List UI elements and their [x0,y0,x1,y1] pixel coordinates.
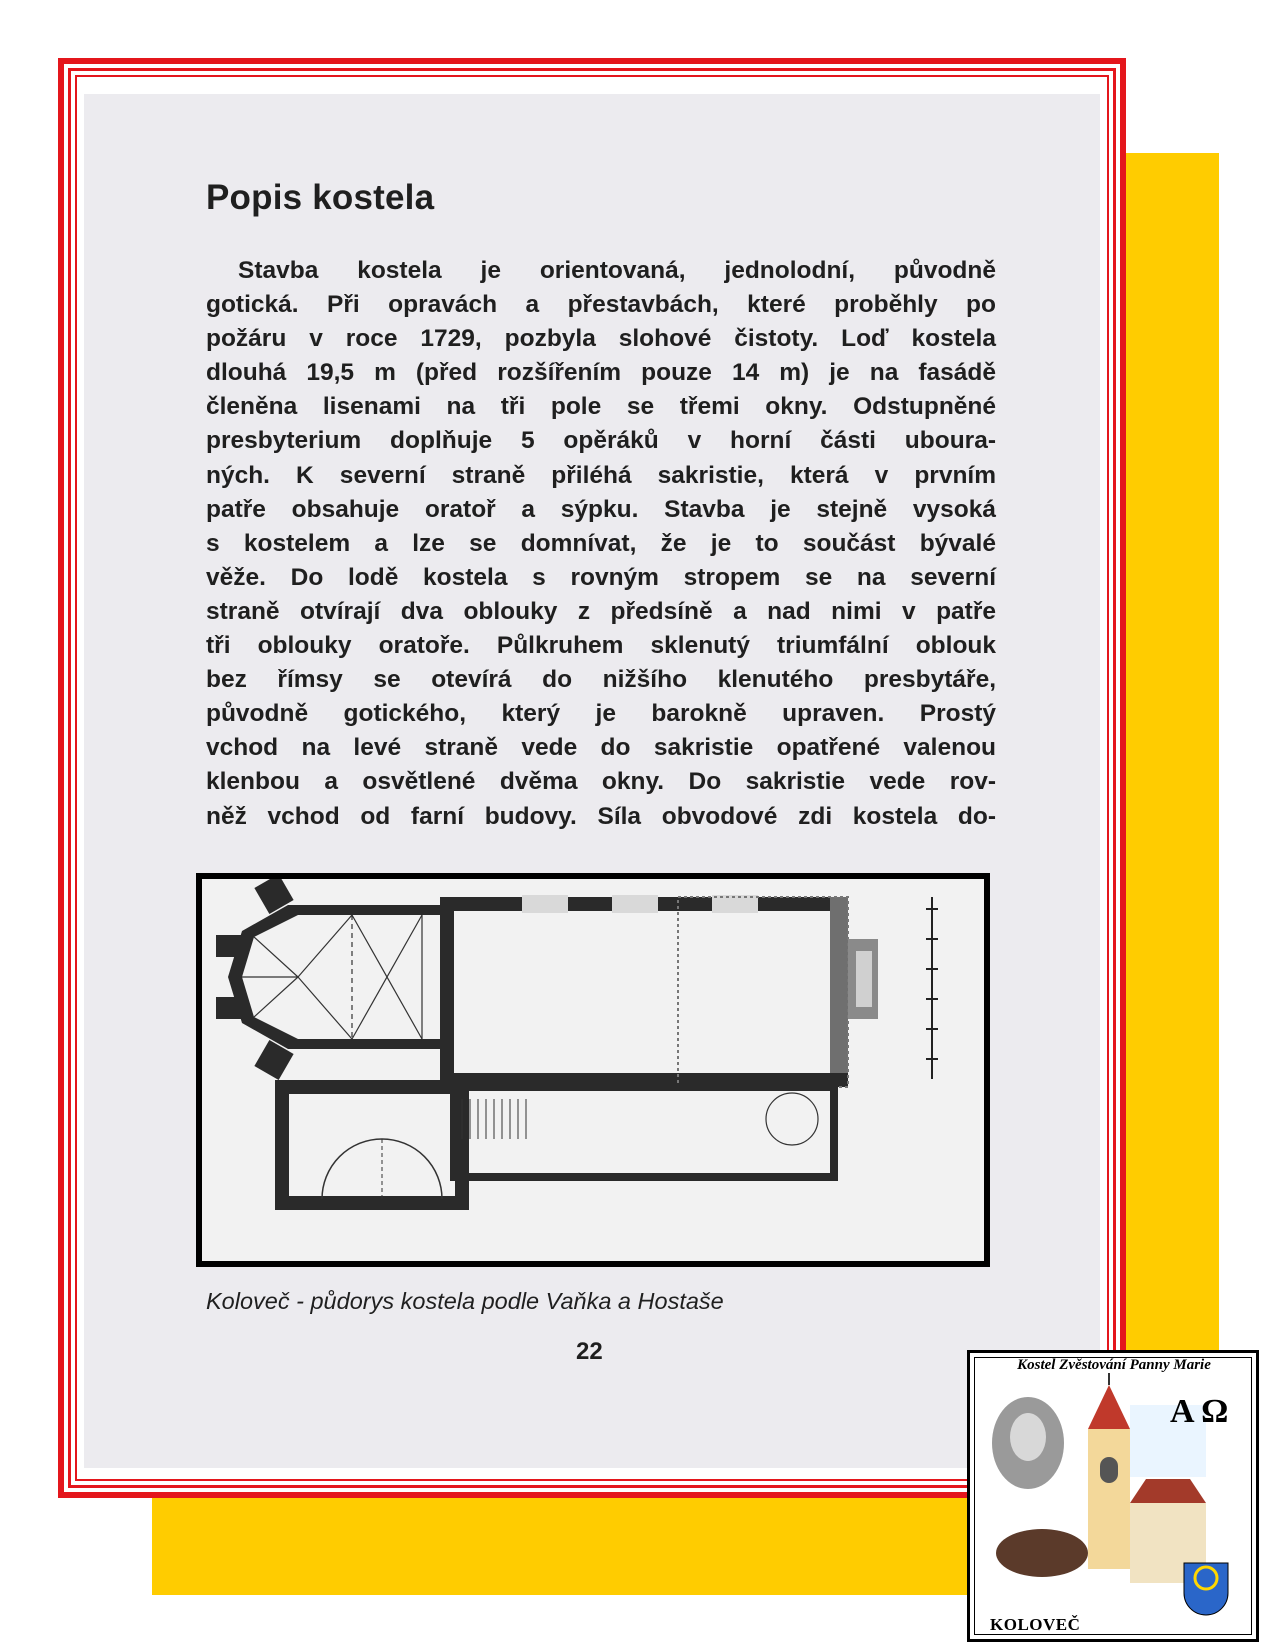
alpha-omega-symbol: A Ω [1170,1393,1229,1430]
body-line: požáru v roce 1729, pozbyla slohové čistoty. Loď kostela [206,325,996,353]
body-paragraph [206,254,996,834]
logo-town: KOLOVEČ [990,1615,1081,1634]
body-line: členěna lisenami na tři pole se třemi okny. Odstupněné [206,393,996,421]
body-line: dlouhá 19,5 m (před rozšířením pouze 14 m) je na fasádě [206,359,996,387]
body-line: s kostelem a lze se domnívat, že je to součást bývalé [206,529,996,557]
page-number: 22 [576,1338,603,1365]
body-line: klenbou a osvětlené dvěma okny. Do sakristie vede rov- [206,768,996,796]
body-line: něž vchod od farní budovy. Síla obvodové zdi kostela do- [206,802,996,830]
page-title: Popis kostela [206,178,435,217]
body-line: vchod na levé straně vede do sakristie opatřené valenou [206,734,996,762]
church-floor-plan [196,873,990,1267]
body-line: původně gotického, který je barokně upraven. Prostý [206,700,996,728]
floor-plan-drawing [202,879,984,1261]
body-line: patře obsahuje oratoř a sýpku. Stavba je stejně vysoká [206,495,996,523]
body-line: Stavba kostela je orientovaná, jednolodní, původně [238,257,996,284]
church-logo [967,1350,1259,1642]
logo-title: Kostel Zvěstování Panny Marie [1017,1357,1211,1373]
body-line: gotická. Při opravách a přestavbách, které proběhly po [206,291,996,319]
body-line: straně otvírají dva oblouky z předsíně a nad nimi v patře [206,597,996,625]
body-line: tři oblouky oratoře. Půlkruhem sklenutý triumfální oblouk [206,632,996,660]
figure-caption: Koloveč - půdorys kostela podle Vaňka a Hostaše [206,1288,724,1314]
body-line: ných. K severní straně přiléhá sakristie, která v prvním [206,461,996,489]
body-line: věže. Do lodě kostela s rovným stropem se na severní [206,563,996,591]
body-line: presbyterium doplňuje 5 opěráků v horní části uboura- [206,427,996,455]
body-line: bez římsy se otevírá do nižšího klenutého presbytáře, [206,666,996,694]
